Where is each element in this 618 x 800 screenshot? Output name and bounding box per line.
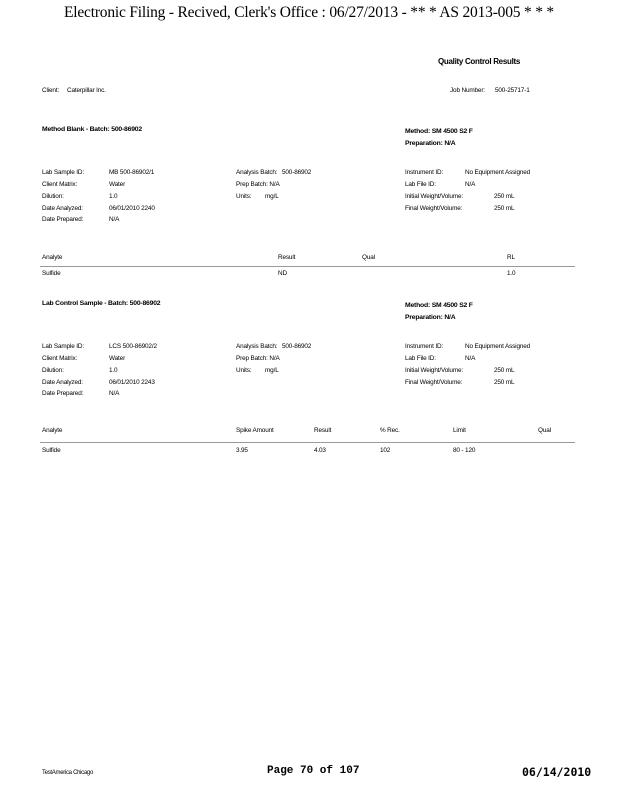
lcs-instrument-id-label: Instrument ID:: [405, 343, 444, 350]
mb-dilution-label: Dilution:: [42, 193, 64, 200]
lcs-col-spike: Spike Amount: [236, 427, 274, 434]
mb-instrument-id-label: Instrument ID:: [405, 169, 444, 176]
mb-analysis-batch-label: Analysis Batch:: [236, 169, 278, 176]
lcs-initial-volume-label: Initial Weight/Volume:: [405, 367, 464, 374]
lcs-analysis-batch-label: Analysis Batch:: [236, 343, 278, 350]
lcs-col-qual: Qual: [538, 427, 551, 434]
lcs-lab-file-id-label: Lab File ID:: [405, 355, 436, 362]
mb-col-qual: Qual: [362, 254, 375, 261]
mb-final-volume-label: Final Weight/Volume:: [405, 205, 463, 212]
lcs-final-volume-value: 250 mL: [494, 379, 515, 386]
mb-initial-volume-value: 250 mL: [494, 193, 515, 200]
mb-row-rl: 1.0: [507, 270, 516, 277]
lcs-date-analyzed-label: Date Analyzed:: [42, 379, 83, 386]
lcs-dilution-value: 1.0: [109, 367, 118, 374]
footer-date: 06/14/2010: [522, 765, 592, 779]
mb-row-analyte: Sulfide: [42, 270, 61, 277]
client-value: Caterpillar Inc.: [67, 87, 106, 94]
lcs-final-volume-label: Final Weight/Volume:: [405, 379, 463, 386]
method-blank-method: Method: SM 4500 S2 F: [405, 128, 473, 135]
lcs-preparation: Preparation: N/A: [405, 314, 456, 321]
lcs-analysis-batch-value: 500-86902: [282, 343, 312, 350]
mb-initial-volume-label: Initial Weight/Volume:: [405, 193, 464, 200]
method-blank-heading: Method Blank - Batch: 500-86902: [42, 126, 142, 133]
mb-date-prepared-value: N/A: [109, 216, 120, 223]
mb-lab-sample-id-value: MB 500-86902/1: [109, 169, 155, 176]
mb-lab-sample-id-label: Lab Sample ID:: [42, 169, 84, 176]
lcs-heading: Lab Control Sample - Batch: 500-86902: [42, 300, 161, 307]
mb-date-analyzed-value: 06/01/2010 2240: [109, 205, 155, 212]
report-title: Quality Control Results: [438, 57, 520, 66]
lcs-client-matrix-value: Water: [109, 355, 126, 362]
mb-date-analyzed-label: Date Analyzed:: [42, 205, 83, 212]
mb-units-value: mg/L: [265, 193, 279, 200]
lcs-units-value: mg/L: [265, 367, 279, 374]
lcs-lab-file-id-value: N/A: [465, 355, 476, 362]
job-number-label: Job Number:: [450, 87, 485, 94]
mb-prep-batch: Prep Batch: N/A: [236, 181, 280, 188]
lcs-date-prepared-value: N/A: [109, 390, 120, 397]
mb-dilution-value: 1.0: [109, 193, 118, 200]
lcs-table-rule: [40, 442, 575, 443]
lcs-lab-sample-id-label: Lab Sample ID:: [42, 343, 84, 350]
mb-client-matrix-label: Client Matrix:: [42, 181, 78, 188]
mb-row-result: ND: [278, 270, 287, 277]
mb-lab-file-id-label: Lab File ID:: [405, 181, 436, 188]
mb-date-prepared-label: Date Prepared:: [42, 216, 84, 223]
client-label: Client:: [42, 87, 60, 94]
lcs-col-limit: Limit: [453, 427, 466, 434]
lcs-dilution-label: Dilution:: [42, 367, 64, 374]
footer-lab-name: TestAmerica Chicago: [42, 770, 93, 776]
job-number-value: 500-25717-1: [495, 87, 530, 94]
lcs-row-spike: 3.95: [236, 447, 248, 454]
footer-page-number: Page 70 of 107: [267, 765, 360, 777]
lcs-row-limit: 80 - 120: [453, 447, 476, 454]
lcs-instrument-id-value: No Equipment Assigned: [465, 343, 531, 350]
method-blank-preparation: Preparation: N/A: [405, 140, 456, 147]
lcs-initial-volume-value: 250 mL: [494, 367, 515, 374]
lcs-prep-batch: Prep Batch: N/A: [236, 355, 280, 362]
mb-instrument-id-value: No Equipment Assigned: [465, 169, 531, 176]
mb-analysis-batch-value: 500-86902: [282, 169, 312, 176]
lcs-col-rec: % Rec.: [380, 427, 400, 434]
mb-col-rl: RL: [507, 254, 515, 261]
lcs-row-rec: 102: [380, 447, 391, 454]
mb-col-analyte: Analyte: [42, 254, 63, 261]
mb-final-volume-value: 250 mL: [494, 205, 515, 212]
lcs-units-label: Units:: [236, 367, 252, 374]
lcs-col-result: Result: [314, 427, 332, 434]
mb-lab-file-id-value: N/A: [465, 181, 476, 188]
filing-banner: Electronic Filing - Recived, Clerk's Office : 06/27/2013 - ** * AS 2013-005 * * *: [64, 4, 554, 21]
lcs-method: Method: SM 4500 S2 F: [405, 302, 473, 309]
lcs-date-prepared-label: Date Prepared:: [42, 390, 84, 397]
lcs-date-analyzed-value: 06/01/2010 2243: [109, 379, 155, 386]
lcs-row-result: 4.03: [314, 447, 326, 454]
lcs-row-analyte: Sulfide: [42, 447, 61, 454]
lcs-lab-sample-id-value: LCS 500-86902/2: [109, 343, 157, 350]
mb-col-result: Result: [278, 254, 296, 261]
lcs-col-analyte: Analyte: [42, 427, 63, 434]
lcs-client-matrix-label: Client Matrix:: [42, 355, 78, 362]
mb-units-label: Units:: [236, 193, 252, 200]
mb-table-rule: [40, 266, 575, 267]
mb-client-matrix-value: Water: [109, 181, 126, 188]
